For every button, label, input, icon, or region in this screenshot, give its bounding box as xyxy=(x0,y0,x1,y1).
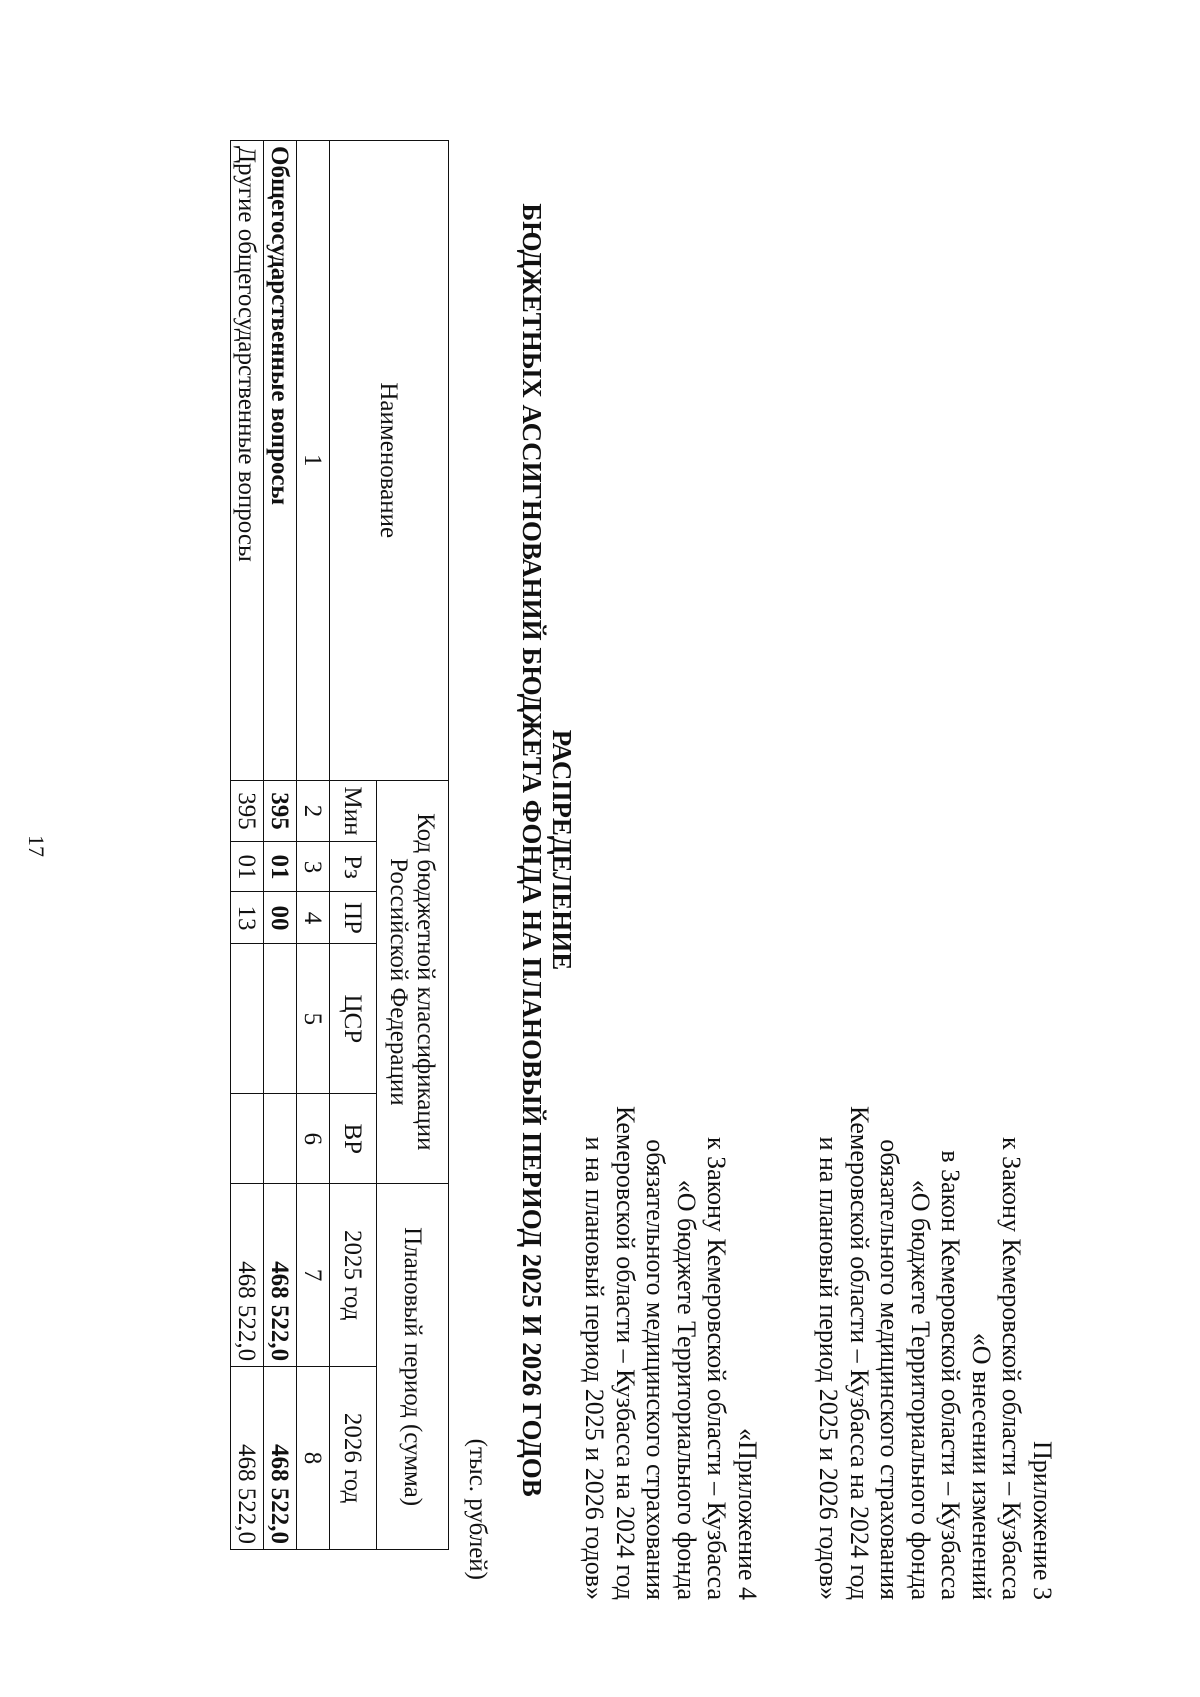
appendix-3-line: к Закону Кемеровской области – Кузбасса xyxy=(997,1137,1027,1600)
appendix-4-line: к Закону Кемеровской области – Кузбасса xyxy=(702,1137,732,1600)
column-number: 1 xyxy=(297,141,330,781)
header-name: Наименование xyxy=(330,141,449,781)
appendix-3-heading xyxy=(813,880,1057,1600)
appendix-3-line: Приложение 3 xyxy=(1028,1440,1057,1600)
column-number: 7 xyxy=(297,1184,330,1367)
units-label: (тыс. рублей) xyxy=(464,1438,491,1580)
appendix-3-line: в Закон Кемеровской области – Кузбасса xyxy=(936,1150,966,1600)
table-row xyxy=(264,141,297,1550)
row-name: Общегосударственные вопросы xyxy=(264,141,297,781)
appendix-3-line: «О бюджете Территориального фонда xyxy=(906,1179,935,1600)
appendix-4-heading xyxy=(579,880,762,1600)
row-pr: 00 xyxy=(264,892,297,944)
document-subtitle: БЮДЖЕТНЫХ АССИГНОВАНИЙ БЮДЖЕТА ФОНДА НА ПЛАНОВЫЙ ПЕРИОД 2025 И 2026 ГОДОВ xyxy=(517,203,547,1497)
header-2025: 2025 год xyxy=(330,1184,377,1367)
document-title: РАСПРЕДЕЛЕНИЕ xyxy=(547,729,577,971)
appendix-4-line: «О бюджете Территориального фонда xyxy=(672,1179,701,1600)
row-min: 395 xyxy=(231,780,264,842)
column-number: 5 xyxy=(297,944,330,1094)
row-min: 395 xyxy=(264,780,297,842)
row-rz: 01 xyxy=(231,842,264,892)
table-row xyxy=(231,141,264,1550)
header-csr: ЦСР xyxy=(330,944,377,1094)
column-number: 6 xyxy=(297,1094,330,1184)
header-rz: Рз xyxy=(330,842,377,892)
header-pr: ПР xyxy=(330,892,377,944)
appendix-4-line: обязательного медицинского страхования xyxy=(641,1139,671,1600)
header-code-group: Код бюджетной классификации Российской Федерации xyxy=(376,780,448,1184)
row-amount-2026: 468 522,0 xyxy=(231,1367,264,1550)
appendix-4-line: «Приложение 4 xyxy=(733,1427,762,1600)
row-vr xyxy=(231,1094,264,1184)
row-pr: 13 xyxy=(231,892,264,944)
row-csr xyxy=(231,944,264,1094)
appendix-4-line: Кемеровской области – Кузбасса на 2024 год xyxy=(611,1106,640,1600)
header-vr: ВР xyxy=(330,1094,377,1184)
row-csr xyxy=(264,944,297,1094)
row-rz: 01 xyxy=(264,842,297,892)
appendix-3-line: Кемеровской области – Кузбасса на 2024 год xyxy=(845,1106,874,1600)
row-amount-2025: 468 522,0 xyxy=(264,1184,297,1367)
column-number: 3 xyxy=(297,842,330,892)
row-name: Другие общегосударственные вопросы xyxy=(231,141,264,781)
budget-allocation-table xyxy=(230,140,449,1550)
column-number: 8 xyxy=(297,1367,330,1550)
appendix-3-line: «О внесении изменений xyxy=(967,1332,996,1600)
header-period-group: Плановый период (сумма) xyxy=(376,1184,448,1550)
header-min: Мин xyxy=(330,780,377,842)
header-2026: 2026 год xyxy=(330,1367,377,1550)
column-number: 4 xyxy=(297,892,330,944)
appendix-3-line: обязательного медицинского страхования xyxy=(875,1139,905,1600)
row-vr xyxy=(264,1094,297,1184)
appendix-4-line: и на плановый период 2025 и 2026 годов» xyxy=(580,1136,610,1600)
page-number: 17 xyxy=(24,835,49,857)
row-amount-2026: 468 522,0 xyxy=(264,1367,297,1550)
column-number: 2 xyxy=(297,780,330,842)
row-amount-2025: 468 522,0 xyxy=(231,1184,264,1367)
column-number-row xyxy=(297,141,330,1550)
appendix-3-line: и на плановый период 2025 и 2026 годов» xyxy=(814,1136,844,1600)
document-content xyxy=(17,100,1057,1600)
